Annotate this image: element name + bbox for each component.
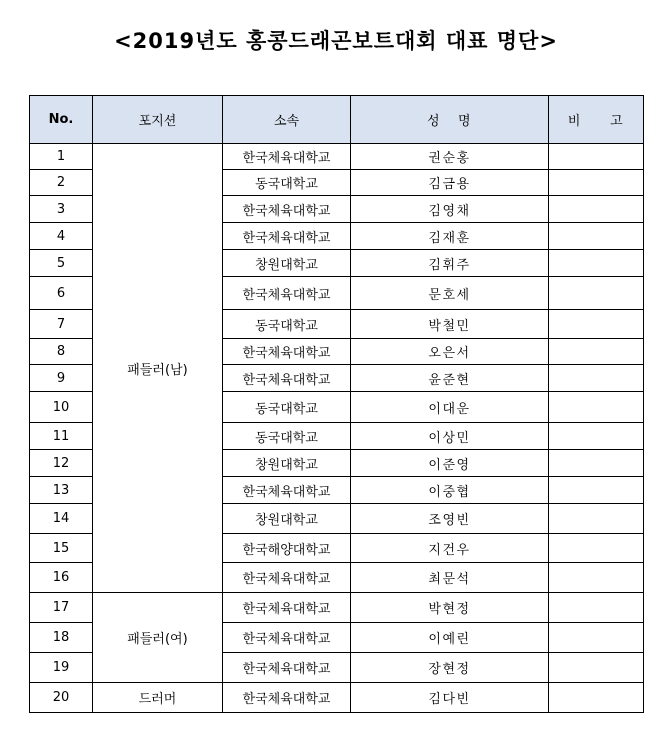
cell-name: 오은서 <box>351 339 549 365</box>
cell-affiliation: 한국해양대학교 <box>223 534 351 563</box>
cell-remarks <box>549 563 644 593</box>
roster-body <box>30 144 644 713</box>
cell-affiliation: 동국대학교 <box>223 392 351 423</box>
cell-name: 김재훈 <box>351 223 549 250</box>
cell-affiliation: 한국체육대학교 <box>223 593 351 623</box>
cell-no: 1 <box>30 144 93 170</box>
cell-affiliation: 한국체육대학교 <box>223 563 351 593</box>
cell-position: 패들러(남) <box>93 144 223 593</box>
cell-no: 19 <box>30 653 93 683</box>
cell-remarks <box>549 504 644 534</box>
cell-remarks <box>549 223 644 250</box>
cell-affiliation: 한국체육대학교 <box>223 365 351 392</box>
header-position: 포지션 <box>93 96 223 144</box>
cell-affiliation: 창원대학교 <box>223 450 351 477</box>
cell-remarks <box>549 653 644 683</box>
cell-remarks <box>549 170 644 196</box>
cell-no: 3 <box>30 196 93 223</box>
cell-remarks <box>549 392 644 423</box>
cell-remarks <box>549 423 644 450</box>
cell-remarks <box>549 250 644 277</box>
cell-remarks <box>549 277 644 310</box>
cell-name: 지건우 <box>351 534 549 563</box>
cell-no: 16 <box>30 563 93 593</box>
cell-no: 13 <box>30 477 93 504</box>
cell-remarks <box>549 593 644 623</box>
cell-remarks <box>549 534 644 563</box>
cell-remarks <box>549 365 644 392</box>
cell-remarks <box>549 196 644 223</box>
cell-remarks <box>549 683 644 713</box>
cell-no: 2 <box>30 170 93 196</box>
cell-no: 14 <box>30 504 93 534</box>
header-remarks: 비 고 <box>549 96 644 144</box>
cell-no: 8 <box>30 339 93 365</box>
cell-name: 박철민 <box>351 310 549 339</box>
cell-remarks <box>549 339 644 365</box>
cell-affiliation: 창원대학교 <box>223 504 351 534</box>
cell-no: 17 <box>30 593 93 623</box>
cell-no: 20 <box>30 683 93 713</box>
cell-affiliation: 동국대학교 <box>223 423 351 450</box>
table-row <box>30 144 644 170</box>
cell-remarks <box>549 450 644 477</box>
cell-no: 10 <box>30 392 93 423</box>
cell-no: 6 <box>30 277 93 310</box>
page-title: <2019년도 홍콩드래곤보트대회 대표 명단> <box>114 29 558 53</box>
header-no: No. <box>30 96 93 144</box>
cell-remarks <box>549 144 644 170</box>
cell-name: 이상민 <box>351 423 549 450</box>
cell-affiliation: 동국대학교 <box>223 170 351 196</box>
table-row <box>30 593 644 623</box>
cell-remarks <box>549 310 644 339</box>
cell-no: 18 <box>30 623 93 653</box>
cell-affiliation: 한국체육대학교 <box>223 683 351 713</box>
cell-name: 김영채 <box>351 196 549 223</box>
cell-affiliation: 동국대학교 <box>223 310 351 339</box>
cell-affiliation: 한국체육대학교 <box>223 477 351 504</box>
cell-affiliation: 한국체육대학교 <box>223 653 351 683</box>
cell-name: 이중협 <box>351 477 549 504</box>
cell-affiliation: 한국체육대학교 <box>223 196 351 223</box>
cell-name: 이예린 <box>351 623 549 653</box>
cell-no: 4 <box>30 223 93 250</box>
cell-name: 최문석 <box>351 563 549 593</box>
cell-affiliation: 한국체육대학교 <box>223 144 351 170</box>
cell-no: 7 <box>30 310 93 339</box>
cell-no: 5 <box>30 250 93 277</box>
cell-no: 11 <box>30 423 93 450</box>
cell-no: 12 <box>30 450 93 477</box>
cell-remarks <box>549 477 644 504</box>
cell-name: 김다빈 <box>351 683 549 713</box>
cell-name: 조영빈 <box>351 504 549 534</box>
cell-name: 이준영 <box>351 450 549 477</box>
cell-name: 김금용 <box>351 170 549 196</box>
cell-affiliation: 한국체육대학교 <box>223 623 351 653</box>
cell-position: 패들러(여) <box>93 593 223 683</box>
cell-affiliation: 한국체육대학교 <box>223 223 351 250</box>
cell-affiliation: 한국체육대학교 <box>223 277 351 310</box>
cell-name: 장현정 <box>351 653 549 683</box>
roster-table <box>29 95 644 713</box>
table-row <box>30 683 644 713</box>
cell-name: 윤준현 <box>351 365 549 392</box>
cell-no: 9 <box>30 365 93 392</box>
cell-no: 15 <box>30 534 93 563</box>
header-row <box>30 96 644 144</box>
cell-remarks <box>549 623 644 653</box>
cell-name: 문호세 <box>351 277 549 310</box>
cell-affiliation: 한국체육대학교 <box>223 339 351 365</box>
cell-name: 권순홍 <box>351 144 549 170</box>
header-affiliation: 소속 <box>223 96 351 144</box>
cell-name: 박현정 <box>351 593 549 623</box>
cell-affiliation: 창원대학교 <box>223 250 351 277</box>
cell-name: 이대운 <box>351 392 549 423</box>
header-name: 성 명 <box>351 96 549 144</box>
cell-name: 김휘주 <box>351 250 549 277</box>
cell-position: 드러머 <box>93 683 223 713</box>
